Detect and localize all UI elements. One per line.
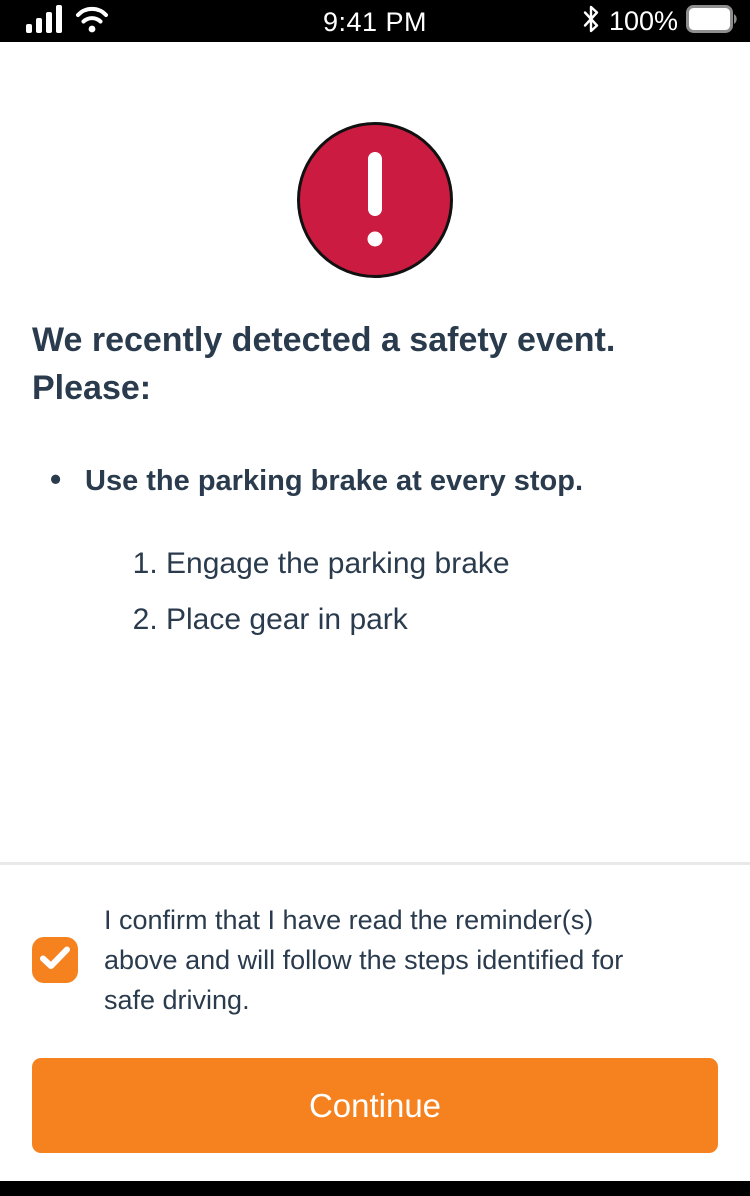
bluetooth-icon <box>581 4 601 39</box>
continue-button[interactable]: Continue <box>32 1058 718 1153</box>
status-bar <box>0 0 750 42</box>
reminder-step: 1. Engage the parking brake <box>166 548 718 580</box>
confirm-label: I confirm that I have read the reminder(s) above and will follow the steps identified for safe driving. <box>104 905 624 1015</box>
confirm-checkbox[interactable] <box>32 937 78 983</box>
reminder-step: 2. Place gear in park <box>166 604 718 636</box>
reminder-item <box>0 464 718 636</box>
reminder-title: • Use the parking brake at every stop. <box>0 464 718 498</box>
confirmation-row[interactable] <box>32 900 718 1020</box>
checkmark-icon <box>40 946 70 975</box>
battery-icon <box>686 5 738 38</box>
status-time: 9:41 PM <box>322 7 428 37</box>
battery-percent: 100% <box>608 5 678 36</box>
page-title: We recently detected a safety event. Please: <box>32 321 616 407</box>
footer-divider <box>0 862 750 865</box>
reminder-list <box>0 464 718 660</box>
reminder-steps <box>0 548 718 636</box>
bottom-bar <box>0 1181 750 1196</box>
safety-alert-icon <box>296 121 454 284</box>
